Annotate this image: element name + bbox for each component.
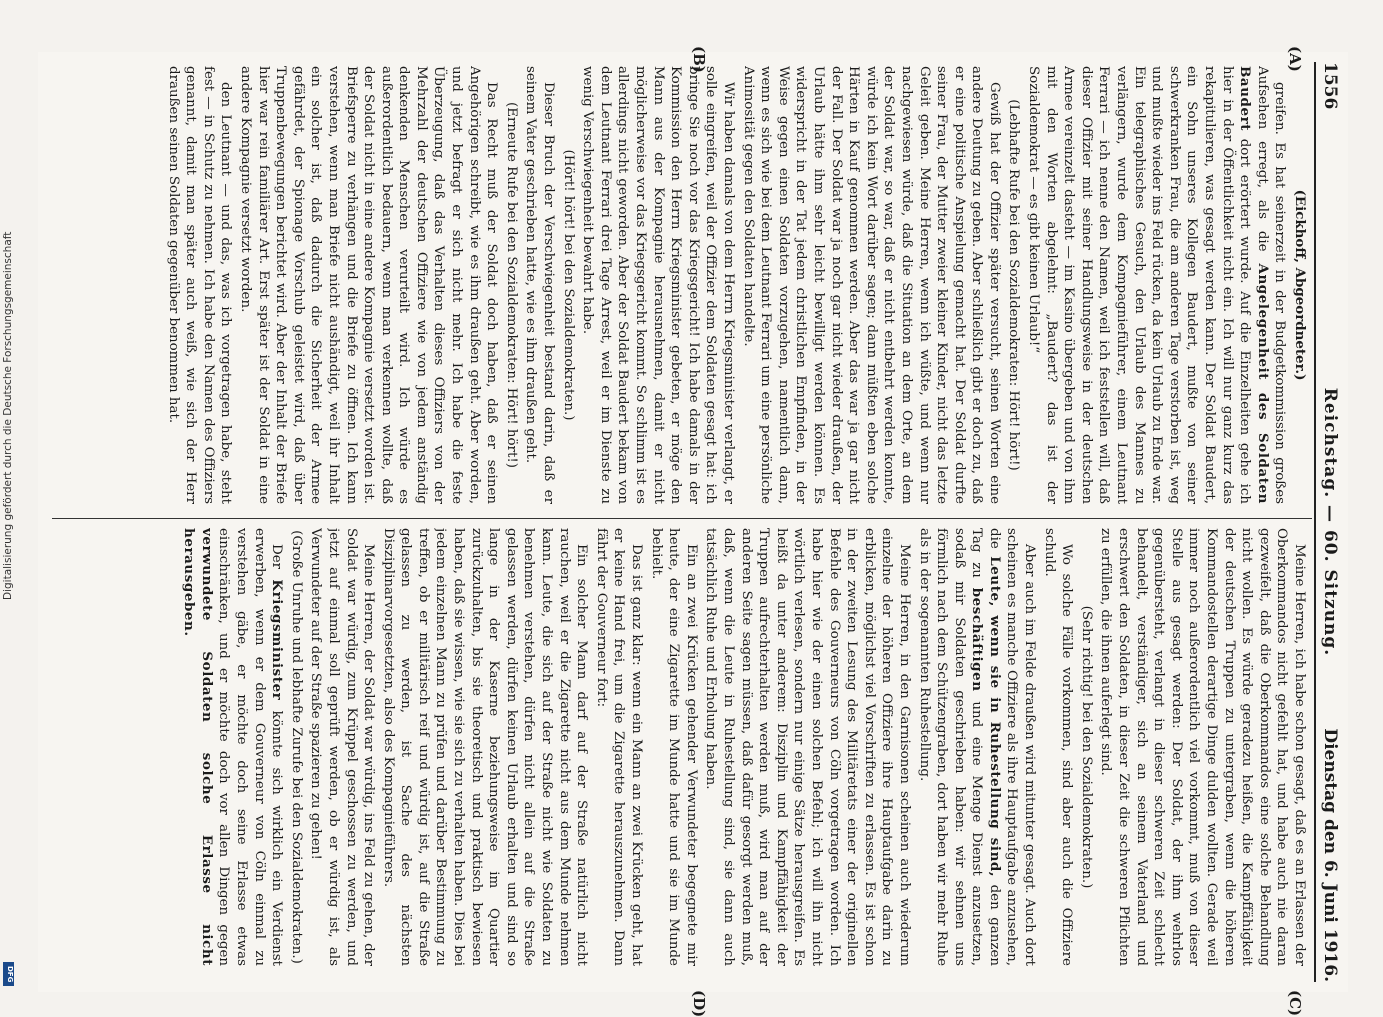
dfg-logo: DFG — [3, 962, 14, 986]
interjection: (Große Unruhe und lebhafte Zurufe bei den Sozialdemokraten.) — [288, 530, 304, 964]
paragraph: Dieser Bruch der Verschwiegenheit bestand darin, daß er seinem Vater geschrieben hatte, wie es ihm draußen geht. — [523, 66, 557, 504]
paragraph: Aber auch im Felde draußen wird mitunter gesagt. Auch dort scheinen es manche Offiziere als ihre Hauptaufgabe anzusehen, die Leute, wenn sie in Ruhestellung sind, den ganzen Tag zu beschäftigen und eine Menge Dienst anzusetzen, sodaß mir Soldaten geschrieben haben: wir sehnen uns förmlich nach dem Schützengraben, dort haben wir mehr Ruhe als in der sogenannten Ruhestellung. — [916, 528, 1038, 966]
margin-marker-c: (C) — [1286, 990, 1304, 1017]
column-divider — [52, 518, 1312, 519]
page-number: 1556 — [1320, 62, 1340, 110]
quote: Ein an zwei Krücken gehender Verwundeter begegnete mir heute, der eine Zigarette im Munde hatte und sie im Munde behielt. — [648, 528, 699, 966]
right-column — [58, 528, 1308, 966]
paragraph: Das ist ganz klar: wenn ein Mann an zwei Krücken geht, hat er keine Hand frei, um die Zigarette herauszunehmen. Dann fährt der Gouverneur fort: — [593, 528, 645, 966]
paragraph: Das Recht muß der Soldat doch haben, daß er seinen Angehörigen schreibt, wie es ihm draußen geht. Aber worden, und jetzt befragt er sich nicht mehr. Ich habe die feste Überzeugung, daß das Verhalten dieses Offiziers von der Mehrzahl der deutschen Offiziere wie von jedem anständig denkenden Menschen verurteilt wird. Ich würde es außerordentlich bedauern, wenn man verkennen wollte, daß der Soldat nicht in eine andere Kompagnie versetzt worden ist. Briefsperre zu verhängen und die Briefe zu öffnen. Ich kann verstehen, wenn man Briefe nicht aushändigt, weil ihr Inhalt ein solcher ist, daß dadurch die Sicherheit der Armee gefährdet, der Spionage Vorschub geleistet wird, daß über Truppenbewegungen berichtet wird. Aber der Inhalt der Briefe hier war rein familiärer Art. Erst später ist der Soldat in eine andere Kompagnie versetzt worden. — [237, 66, 500, 504]
paragraph: den Leutnant — und das, was ich vorgetragen habe, steht fest — in Schutz zu nehmen. Ich habe den Namen des Offiziers genannt, damit man später auch weiß, wie sich der Herr draußen seinen Soldaten gegenüber benommen hat. — [165, 66, 234, 504]
paragraph: greifen. Es hat seinerzeit in der Budgetkommission großes Aufsehen erregt, als die Angelegenheit des Soldaten Baudert dort erörtert wurde. Auf die Einzelheiten gehe ich hier in der Öffentlichkeit nicht ein. Ich will nur ganz kurz das rekapitulieren, was gesagt werden kann. Der Soldat Baudert, ein Sohn unseres Kollegen Baudert, mußte von seiner schwerkranken Frau, die am anderen Tage verstorben ist, weg und mußte wieder ins Feld rücken, da kein Urlaub zu Ende war. Ein telegraphisches Gesuch, den Urlaub des Mannes zu verlängern, wurde dem Kompagnieführer, einem Leutnant Ferrari — ich nenne den Namen, weil ich feststellen will, daß dieser Offizier mit seiner Handlungsweise in der deutschen Armee vereinzelt dasteht — im Kasino übergeben und von ihm mit den Worten abgelehnt: „Baudert? das ist der Sozialdemokrat — es gibt keinen Urlaub!“ — [1026, 66, 1288, 504]
page-title: Reichstag. — 60. Sitzung. — [1320, 387, 1340, 657]
interjection: (Sehr richtig! bei den Sozialdemokraten.) — [1078, 605, 1094, 889]
quote: Ein solcher Mann darf auf der Straße natürlich nicht rauchen, weil er die Zigarette nicht aus dem Munde nehmen kann. Leute, die sich auf der Straße nicht wie Soldaten zu benehmen verstehen, dürfen nicht allein auf die Straße gelassen werden, dürfen keinen Urlaub erhalten und sind so lange in der Kaserne beziehungsweise im Quartier zurückzuhalten, bis sie theoretisch und praktisch bewiesen haben, daß sie wissen, wie sie sich zu verhalten haben. Dies bei jedem einzelnen Mann zu prüfen und darüber Bestimmung zu treffen, ob er militärisch reif und würdig ist, auf die Straße gelassen zu werden, ist Sache des nächsten Disziplinarvorgesetzten, also des Kompagnieführers. — [380, 528, 590, 966]
interjection: (Lebhafte Rufe bei den Sozialdemokraten: Hört! hört!) — [1006, 99, 1022, 471]
document-page — [38, 46, 1348, 1017]
margin-marker-b: (B) — [690, 46, 708, 73]
left-column — [58, 66, 1308, 504]
digitization-credit: Digitalisierung gefördert durch die Deutsche Forschungsgemeinschaft — [2, 231, 14, 600]
paragraph: Gewiß hat der Offizier später versucht, seinen Worten eine andere Deutung zu geben. Aber schließlich gibt er doch zu, daß er eine politische Anspielung gemacht hat. Der Soldat durfte seiner Frau, der Mutter zweier kleiner Kinder, nicht das letzte Geleit geben. Meine Herren, wenn ich wüßte, und wenn nur nachgewiesen würde, daß die Situation an dem Orte, an dem der Soldat war, so war, daß er nicht entbehrt werden konnte, würde ich kein Wort darüber sagen; dann müßten eben solche Härten in Kauf genommen werden. Aber das war ja gar nicht der Fall. Der Soldat war ja noch gar nicht wieder draußen, der Urlaub hätte ihm sehr leicht bewilligt werden können. Es widerspricht in der Tat jedem christlichen Empfinden, in der Weise gegen einen Soldaten vorzugehen, namentlich dann, wenn es sich wie bei dem Leutnant Ferrari um eine persönliche Animosität gegen den Soldaten handelte. — [740, 66, 1002, 504]
margin-marker-d: (D) — [690, 990, 708, 1017]
speaker-line: (Eickhoff, Abgeordneter.) — [1292, 189, 1308, 381]
page-header — [1314, 62, 1342, 982]
page-date: Dienstag den 6. Juni 1916. — [1320, 728, 1340, 982]
interjection: (Erneute Rufe bei den Sozialdemokraten: Hört! hört!) — [503, 102, 519, 468]
paragraph: Meine Herren, in den Garnisonen scheinen auch wiederum einzelne der höheren Offiziere ihre Hauptaufgabe darin zu erblicken, möglichst viel Vorschriften zu erlassen. Es ist schon in der zweiten Lesung des Militäretats einer der originellen Befehle des Gouverneurs von Cöln vorgetragen worden. Ich habe hier wie der einen solchen Befehl; ich will ihn nicht wörtlich verlesen, sondern nur einige Sätze herausgreifen. Es heißt da unter anderem: Disziplin und Kampffähigkeit der Truppen aufrechterhalten werden muß, wird man auf der anderen Seite sagen müssen, daß dafür gesorgt werden muß, daß, wenn die Leute in Ruhestellung sind, sie dann auch tatsächlich Ruhe und Erholung haben. — [703, 528, 912, 966]
paragraph: Der Kriegsminister könnte sich wirklich ein Verdienst erwerben, wenn er dem Gouverneur von Cöln einmal zu verstehen gäbe, er möchte doch seine Erlasse etwas einschränken, und er möchte doch vor allen Dingen gegen verwundete Soldaten solche Erlasse nicht herausgeben. — [181, 528, 286, 966]
paragraph: Meine Herren, der Soldat war würdig, ins Feld zu gehen, der Soldat war würdig, zum Krüppel geschossen zu werden, und jetzt auf einmal soll geprüft werden, ob er würdig ist, als Verwundeter auf der Straße spazieren zu gehen! — [308, 528, 377, 966]
paragraph: Meine Herren, ich habe schon gesagt, daß es an Erlassen der Oberkommandos nicht gefehlt hat, und habe auch nie daran gezweifelt, daß die Oberkommandos eine solche Behandlung nicht wollen. Es würde geradezu heißen, die Kampffähigkeit der deutschen Truppen zu untergraben, wenn die höheren Kommandostellen derartige Dinge dulden wollten. Gerade weil immer noch außerordentlich viel vorkommt, muß von dieser Stelle aus gesagt werden: Der Soldat, der ihm wehrlos gegenübersteht, verlangt in dieser schweren Zeit schlecht behandelt, verständiger, sich an seinem Vaterland und erschwert den Soldaten, in dieser Zeit die schweren Pflichten zu erfüllen, die ihnen auferlegt sind. — [1098, 528, 1307, 966]
margin-marker-a: (A) — [1286, 46, 1304, 72]
paragraph: Wo solche Fälle vorkommen, sind aber auch die Offiziere schuld. — [1041, 528, 1075, 966]
paragraph: Wir haben damals von dem Herrn Kriegsminister verlangt, er solle eingreifen, weil der Offizier dem Soldaten gesagt hat: ich bringe Sie noch vor das Kriegsgericht! Ich habe damals in der Kommission den Herrn Kriegsminister gebeten, er möge den Mann aus der Kompagnie herausnehmen, damit er nicht möglicherweise vor das Kriegsgericht kommt. So schlimm ist es allerdings nicht geworden. Aber der Soldat Baudert bekam von dem Leutnant Ferrari drei Tage Arrest, weil er im Dienste zu wenig Verschwiegenheit bewahrt habe. — [580, 66, 736, 504]
interjection: (Hört! hört! bei den Sozialdemokraten.) — [560, 149, 576, 421]
